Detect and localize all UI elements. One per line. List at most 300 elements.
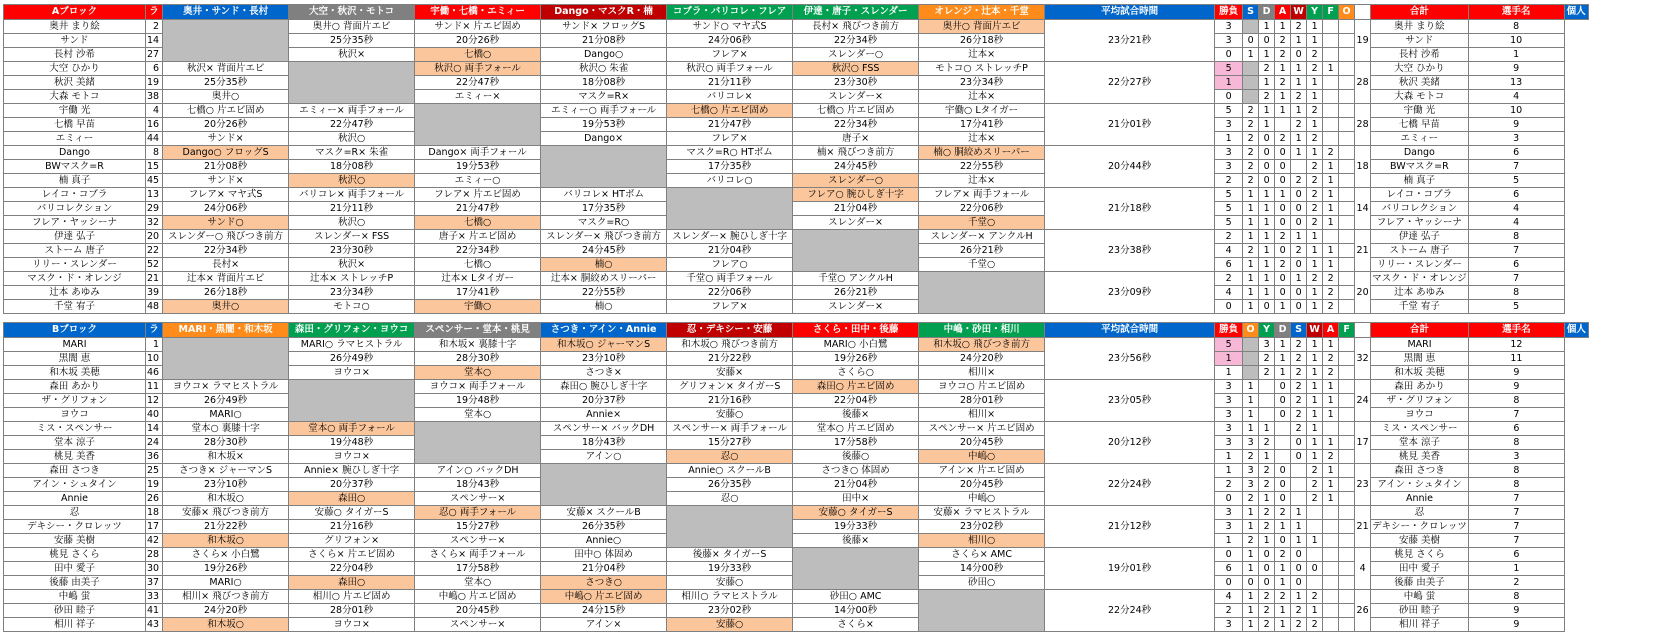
result-cell: 2 <box>1259 436 1275 450</box>
match-cell: 奥井○ 背面片エビ <box>289 20 415 34</box>
match-cell: 後藤× タイガーS <box>667 548 793 562</box>
team-total: 23 <box>1355 464 1371 506</box>
result-cell <box>1339 604 1355 618</box>
result-cell: 0 <box>1259 174 1275 188</box>
result-cell: 3 <box>1259 338 1275 352</box>
match-cell: 22分34秒 <box>793 118 919 132</box>
result-cell <box>1339 436 1355 450</box>
match-cell: 千堂○ <box>919 216 1045 230</box>
header-cell: 勝負 <box>1215 5 1243 20</box>
result-cell: 0 <box>1215 548 1243 562</box>
result-cell: 2 <box>1243 174 1259 188</box>
result-cell: 2 <box>1243 534 1259 548</box>
match-cell: 14分00秒 <box>793 604 919 618</box>
result-cell: 2 <box>1307 104 1323 118</box>
result-cell <box>1291 492 1307 506</box>
result-cell: 2 <box>1323 272 1339 286</box>
result-cell: 2 <box>1243 146 1259 160</box>
player-name-right: 砂田 睦子 <box>1371 604 1469 618</box>
player-points: 9 <box>1468 604 1564 618</box>
player-name: 辻本 あゆみ <box>4 286 146 300</box>
team-total: 21 <box>1355 506 1371 548</box>
player-name: MARI <box>4 338 146 352</box>
match-cell: 21分22秒 <box>163 520 289 534</box>
match-cell: さくら○ <box>793 366 919 380</box>
match-cell: 奥井○ 背面片エビ <box>919 20 1045 34</box>
result-cell: 2 <box>1307 132 1323 146</box>
match-cell: スレンダー× <box>793 90 919 104</box>
match-cell: グリフォン× <box>289 534 415 548</box>
player-number: 26 <box>146 492 163 506</box>
result-cell: 6 <box>1215 258 1243 272</box>
match-cell: 21分47秒 <box>415 202 541 216</box>
result-cell: 1 <box>1291 76 1307 90</box>
match-cell: フレア○ <box>667 258 793 272</box>
match-cell: フレア× <box>667 132 793 146</box>
match-cell: 22分04秒 <box>793 394 919 408</box>
match-cell: 堂本○ 片エビ固め <box>793 422 919 436</box>
match-cell: 森田○ <box>289 576 415 590</box>
result-cell: 0 <box>1259 562 1275 576</box>
result-cell: 0 <box>1275 464 1291 478</box>
result-cell: 5 <box>1215 338 1243 352</box>
match-cell: 唐子× <box>793 132 919 146</box>
result-cell: 5 <box>1215 188 1243 202</box>
result-cell: 1 <box>1275 188 1291 202</box>
match-cell: 秋沢× <box>289 48 415 62</box>
result-cell: 1 <box>1307 436 1323 450</box>
result-cell: 2 <box>1323 450 1339 464</box>
result-cell: 1 <box>1275 352 1291 366</box>
match-cell: MARI○ ラマヒストラル <box>289 338 415 352</box>
match-cell: アイン× 片エビ固め <box>919 464 1045 478</box>
player-number: 20 <box>146 230 163 244</box>
self-match-cell <box>793 548 919 590</box>
result-cell <box>1339 590 1355 604</box>
player-name: 桃見 さくら <box>4 548 146 562</box>
result-cell: 1 <box>1215 534 1243 548</box>
self-match-cell <box>919 590 1045 632</box>
team-total: 20 <box>1355 272 1371 314</box>
header-cell: D <box>1275 323 1291 338</box>
result-cell: 0 <box>1291 576 1307 590</box>
result-cell: 1 <box>1243 48 1259 62</box>
result-cell <box>1323 562 1339 576</box>
match-cell: スレンダー× <box>793 300 919 314</box>
player-points: 1 <box>1468 562 1564 576</box>
result-cell: 1 <box>1323 174 1339 188</box>
player-number: 32 <box>146 216 163 230</box>
result-cell <box>1323 534 1339 548</box>
result-cell: 1 <box>1259 188 1275 202</box>
header-cell: 選手名 <box>1468 323 1564 338</box>
match-cell: 辻本× <box>919 174 1045 188</box>
result-cell: 3 <box>1215 380 1243 394</box>
player-points: 7 <box>1468 272 1564 286</box>
match-cell: 和木坂○ <box>163 492 289 506</box>
match-cell: 辻本× 胴絞めスリーパー <box>541 272 667 286</box>
match-cell: 21分22秒 <box>667 352 793 366</box>
match-cell: 秋沢× 背面片エビ <box>163 62 289 76</box>
result-cell: 1 <box>1323 258 1339 272</box>
result-cell: 1 <box>1275 520 1291 534</box>
header-cell: W <box>1307 323 1323 338</box>
match-cell: 24分45秒 <box>541 244 667 258</box>
player-name: 和木坂 美穂 <box>4 366 146 380</box>
player-points: 9 <box>1468 366 1564 380</box>
match-cell: 安藤○ タイガーS <box>793 506 919 520</box>
team-total: 4 <box>1355 548 1371 590</box>
result-cell: 2 <box>1307 478 1323 492</box>
self-match-cell <box>919 272 1045 314</box>
header-cell: Y <box>1259 323 1275 338</box>
result-cell <box>1323 104 1339 118</box>
result-cell: 1 <box>1259 202 1275 216</box>
result-cell: 1 <box>1291 34 1307 48</box>
match-cell: サンド○ <box>163 216 289 230</box>
match-cell: 26分21秒 <box>919 244 1045 258</box>
match-cell: 堂本○ 裏膝十字 <box>163 422 289 436</box>
player-name-right: 宇働 光 <box>1371 104 1469 118</box>
header-cell: スペンサー・堂本・桃見 <box>415 323 541 338</box>
result-cell: 3 <box>1243 478 1259 492</box>
result-cell: 2 <box>1291 380 1307 394</box>
result-cell: 1 <box>1291 520 1307 534</box>
match-cell: 安藤○ <box>667 408 793 422</box>
match-cell: 20分26秒 <box>415 34 541 48</box>
match-cell: 21分08秒 <box>541 34 667 48</box>
match-cell: アイン○ <box>541 450 667 464</box>
match-cell: 安藤○ <box>667 576 793 590</box>
player-number: 17 <box>146 520 163 534</box>
result-cell <box>1323 548 1339 562</box>
match-cell: 21分08秒 <box>163 160 289 174</box>
result-cell: 1 <box>1243 618 1259 632</box>
match-cell: 中嶋○ <box>919 492 1045 506</box>
team-total: 21 <box>1355 230 1371 272</box>
header-cell: A <box>1323 323 1339 338</box>
match-cell: スレンダー× アンクルH <box>919 230 1045 244</box>
match-cell: MARI○ <box>163 408 289 422</box>
player-name: バリコレクション <box>4 202 146 216</box>
player-number: 37 <box>146 576 163 590</box>
match-cell: 和木坂○ 飛びつき前方 <box>919 338 1045 352</box>
match-cell: 28分30秒 <box>163 436 289 450</box>
player-number: 36 <box>146 450 163 464</box>
match-cell: さくら× 両手フォール <box>415 548 541 562</box>
result-cell: 2 <box>1307 188 1323 202</box>
player-points: 9 <box>1468 118 1564 132</box>
result-cell: 2 <box>1259 478 1275 492</box>
result-cell <box>1339 216 1355 230</box>
match-cell: 19分48秒 <box>415 394 541 408</box>
result-cell: 1 <box>1307 20 1323 34</box>
self-match-cell <box>289 380 415 422</box>
match-cell: 七橋○ 片エビ固め <box>793 104 919 118</box>
result-cell <box>1323 118 1339 132</box>
player-points: 4 <box>1468 216 1564 230</box>
result-cell <box>1339 576 1355 590</box>
match-cell: 23分10秒 <box>541 352 667 366</box>
team-total: 17 <box>1355 422 1371 464</box>
result-cell: 2 <box>1291 422 1307 436</box>
header-cell: 個人 <box>1564 5 1588 20</box>
player-points: 12 <box>1468 338 1564 352</box>
result-cell <box>1339 48 1355 62</box>
match-cell: 忍○ <box>667 492 793 506</box>
match-cell: バリコレ× HTボム <box>541 188 667 202</box>
player-number: 1 <box>146 338 163 352</box>
result-cell: 0 <box>1307 562 1323 576</box>
match-cell: ヨウコ× 両手フォール <box>415 380 541 394</box>
result-cell: 2 <box>1307 174 1323 188</box>
result-cell <box>1307 576 1323 590</box>
result-cell: 2 <box>1307 272 1323 286</box>
result-cell: 2 <box>1275 258 1291 272</box>
match-cell: Dango× 両手フォール <box>415 146 541 160</box>
result-cell <box>1259 394 1275 408</box>
result-cell <box>1291 478 1307 492</box>
match-cell: 七橋○ <box>415 48 541 62</box>
result-cell: 3 <box>1215 118 1243 132</box>
player-name-right: エミィー <box>1371 132 1469 146</box>
player-number: 48 <box>146 300 163 314</box>
player-points: 4 <box>1468 90 1564 104</box>
match-cell: 安藤○ <box>667 618 793 632</box>
match-cell: 22分34秒 <box>793 34 919 48</box>
header-cell: O <box>1339 5 1355 20</box>
match-cell: アイン× <box>541 618 667 632</box>
result-cell: 1 <box>1291 62 1307 76</box>
result-cell: 1 <box>1307 366 1323 380</box>
player-name: 大空 ひかり <box>4 62 146 76</box>
result-cell: 0 <box>1275 408 1291 422</box>
result-cell <box>1243 352 1259 366</box>
match-cell: 後藤× <box>793 408 919 422</box>
result-cell: 1 <box>1259 216 1275 230</box>
match-cell: 26分21秒 <box>793 286 919 300</box>
player-name: 桃見 美香 <box>4 450 146 464</box>
player-name-right: レイコ・コブラ <box>1371 188 1469 202</box>
result-cell <box>1339 506 1355 520</box>
player-number: 4 <box>146 104 163 118</box>
result-cell: 2 <box>1275 76 1291 90</box>
player-number: 29 <box>146 202 163 216</box>
result-cell: 0 <box>1275 244 1291 258</box>
match-cell: マスク=R○ <box>541 216 667 230</box>
result-cell: 0 <box>1275 394 1291 408</box>
result-cell: 2 <box>1307 618 1323 632</box>
self-match-cell <box>415 422 541 464</box>
player-points: 9 <box>1468 380 1564 394</box>
result-cell <box>1243 62 1259 76</box>
match-cell: 28分01秒 <box>919 394 1045 408</box>
player-number: 19 <box>146 478 163 492</box>
match-cell: 19分48秒 <box>289 436 415 450</box>
player-points: 10 <box>1468 104 1564 118</box>
player-name-right: 田中 愛子 <box>1371 562 1469 576</box>
team-total: 14 <box>1355 188 1371 230</box>
player-name-right: 大森 モトコ <box>1371 90 1469 104</box>
match-cell: 秋沢○ 両手フォール <box>667 62 793 76</box>
result-cell: 1 <box>1307 422 1323 436</box>
result-cell <box>1339 380 1355 394</box>
result-cell: 0 <box>1291 450 1307 464</box>
result-cell: 2 <box>1275 230 1291 244</box>
player-name-right: フレア・ヤッシーナ <box>1371 216 1469 230</box>
result-cell <box>1243 366 1259 380</box>
player-number: 25 <box>146 464 163 478</box>
match-cell: 和木坂× <box>163 450 289 464</box>
result-cell: 1 <box>1243 520 1259 534</box>
player-points: 3 <box>1468 132 1564 146</box>
result-cell: 1 <box>1307 604 1323 618</box>
result-cell: 0 <box>1259 132 1275 146</box>
match-cell: スレンダー○ <box>793 174 919 188</box>
header-cell: O <box>1243 323 1259 338</box>
match-cell: バリコレ× <box>667 90 793 104</box>
result-cell: 2 <box>1215 174 1243 188</box>
result-cell: 1 <box>1307 450 1323 464</box>
result-cell <box>1259 408 1275 422</box>
block-a-table <box>3 4 1589 314</box>
result-cell: 0 <box>1275 160 1291 174</box>
result-cell: 1 <box>1215 76 1243 90</box>
match-cell: 長村× <box>163 258 289 272</box>
result-cell <box>1291 160 1307 174</box>
match-cell: 17分58秒 <box>793 436 919 450</box>
player-number: 24 <box>146 436 163 450</box>
result-cell: 1 <box>1243 188 1259 202</box>
match-cell: スレンダー× 飛びつき前方 <box>541 230 667 244</box>
result-cell: 1 <box>1243 230 1259 244</box>
match-cell: Dango○ <box>541 48 667 62</box>
match-cell: サンド× 片エビ固め <box>415 20 541 34</box>
result-cell: 1 <box>1215 352 1243 366</box>
player-number: 42 <box>146 534 163 548</box>
result-cell: 2 <box>1275 48 1291 62</box>
result-cell <box>1339 286 1355 300</box>
result-cell: 1 <box>1243 506 1259 520</box>
player-name: 黒闇 恵 <box>4 352 146 366</box>
match-cell: モトコ○ ストレッチP <box>919 62 1045 76</box>
result-cell: 0 <box>1275 492 1291 506</box>
match-cell: 中嶋○ 片エビ固め <box>415 590 541 604</box>
result-cell: 1 <box>1259 258 1275 272</box>
match-cell: 辻本× <box>919 48 1045 62</box>
result-cell: 1 <box>1291 132 1307 146</box>
result-cell: 2 <box>1259 604 1275 618</box>
header-cell: ラ <box>146 5 163 20</box>
match-cell: 21分47秒 <box>667 118 793 132</box>
player-name-right: リリー・スレンダー <box>1371 258 1469 272</box>
result-cell: 3 <box>1215 160 1243 174</box>
result-cell: 1 <box>1307 338 1323 352</box>
result-cell: 2 <box>1243 244 1259 258</box>
result-cell: 5 <box>1215 62 1243 76</box>
header-cell: S <box>1291 323 1307 338</box>
result-cell: 0 <box>1243 34 1259 48</box>
result-cell <box>1323 34 1339 48</box>
match-cell: フレア○ 腕ひしぎ十字 <box>793 188 919 202</box>
player-points: 7 <box>1468 408 1564 422</box>
result-cell <box>1339 408 1355 422</box>
result-cell: 2 <box>1259 90 1275 104</box>
match-cell: 堂本○ <box>415 366 541 380</box>
result-cell: 2 <box>1307 216 1323 230</box>
player-name-right: 辻本 あゆみ <box>1371 286 1469 300</box>
match-cell: 23分10秒 <box>163 478 289 492</box>
match-cell: 22分47秒 <box>289 118 415 132</box>
result-cell: 1 <box>1307 76 1323 90</box>
result-cell <box>1339 76 1355 90</box>
result-cell: 1 <box>1323 492 1339 506</box>
result-cell <box>1339 520 1355 534</box>
match-cell: 20分45秒 <box>415 604 541 618</box>
match-cell: 七橋○ <box>415 216 541 230</box>
result-cell: 0 <box>1215 300 1243 314</box>
avg-time: 23分09秒 <box>1045 272 1215 314</box>
result-cell <box>1339 146 1355 160</box>
player-points: 1 <box>1468 48 1564 62</box>
self-match-cell <box>793 230 919 272</box>
team-total: 24 <box>1355 380 1371 422</box>
match-cell: 森田○ 片エビ固め <box>793 380 919 394</box>
result-cell: 1 <box>1259 76 1275 90</box>
result-cell <box>1339 118 1355 132</box>
result-cell: 3 <box>1243 464 1259 478</box>
match-cell: 安藤× スクールB <box>541 506 667 520</box>
result-cell: 1 <box>1275 338 1291 352</box>
match-cell: 20分37秒 <box>289 478 415 492</box>
result-cell: 1 <box>1323 436 1339 450</box>
match-cell: さつき× ジャーマンS <box>163 464 289 478</box>
player-points: 7 <box>1468 244 1564 258</box>
player-name: 森田 あかり <box>4 380 146 394</box>
match-cell: 21分16秒 <box>667 394 793 408</box>
result-cell: 0 <box>1291 286 1307 300</box>
match-cell: 17分35秒 <box>541 202 667 216</box>
match-cell: 17分41秒 <box>415 286 541 300</box>
player-name-right: 黒闇 恵 <box>1371 352 1469 366</box>
player-number: 52 <box>146 258 163 272</box>
result-cell: 0 <box>1275 380 1291 394</box>
result-cell: 1 <box>1275 576 1291 590</box>
result-cell: 1 <box>1275 618 1291 632</box>
result-cell: 1 <box>1307 352 1323 366</box>
result-cell: 1 <box>1307 244 1323 258</box>
match-cell: アイン○ バックDH <box>415 464 541 478</box>
result-cell <box>1243 20 1259 34</box>
player-number: 27 <box>146 48 163 62</box>
match-cell: モトコ○ <box>289 300 415 314</box>
result-cell: 2 <box>1291 604 1307 618</box>
result-cell: 1 <box>1275 300 1291 314</box>
player-name-right: ストーム 唐子 <box>1371 244 1469 258</box>
player-name: 忍 <box>4 506 146 520</box>
result-cell: 1 <box>1259 244 1275 258</box>
match-cell: 辻本× <box>919 132 1045 146</box>
result-cell: 1 <box>1307 408 1323 422</box>
match-cell: 砂田○ <box>919 576 1045 590</box>
header-cell: 合計 <box>1371 323 1469 338</box>
result-cell <box>1323 520 1339 534</box>
header-cell: 合計 <box>1371 5 1469 20</box>
result-cell: 5 <box>1215 216 1243 230</box>
result-cell: 1 <box>1259 20 1275 34</box>
match-cell: 和木坂× 裏膝十字 <box>415 338 541 352</box>
result-cell <box>1323 48 1339 62</box>
